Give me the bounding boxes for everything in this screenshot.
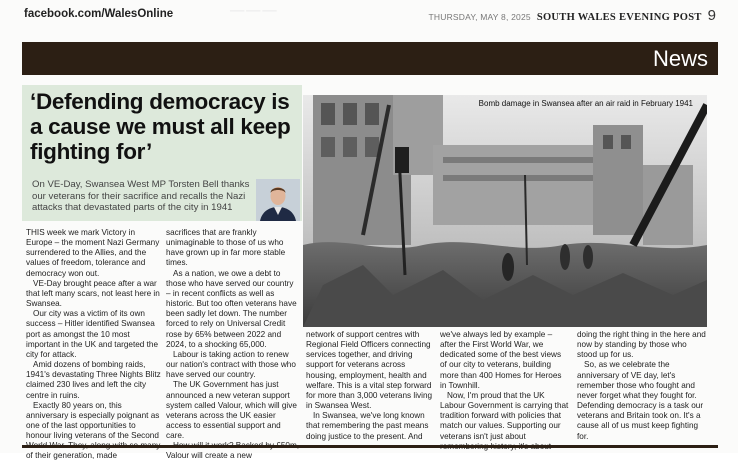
show-through-text: ───: [230, 0, 279, 22]
newspaper-name: SOUTH WALES EVENING POST: [536, 12, 702, 23]
paragraph: we've always led by example – after the First World War, we dedicated some of the best views of our city to veterans, building more than 400 Homes for Heroes in Townhill.: [440, 330, 562, 390]
folio: [429, 7, 717, 24]
bomb-damage-photo-icon: [303, 95, 707, 327]
section-bar: [22, 42, 718, 75]
standfirst: On VE-Day, Swansea West MP Torsten Bell thanks our veterans for their sacrifice and recalls the Nazi attacks that devastated parts of the city in 1941: [32, 179, 250, 214]
paragraph: doing the right thing in the here and now by standing by those who stood up for us.: [577, 330, 706, 360]
paragraph: Labour is taking action to renew our nation's contract with those who have served our country.: [166, 349, 296, 380]
paragraph: Now, I'm proud that the UK Labour Government is carrying that tradition forward with policies that match our values. Supporting our veterans isn't just about: [440, 390, 569, 441]
paragraph: THIS week we mark Victory in Europe – the moment Nazi Germany surrendered to the Allies, and the values of freedom, tolerance and democracy won out.: [26, 228, 160, 278]
author-portrait: [256, 179, 300, 221]
paragraph: As a nation, we owe a debt to those who have served our country – in recent conflicts as well as historic. But too often veterans have been sadly let down. The number forced to rely on Universal Credit rose by 65% between 2022 and 2024, to a shocking 65,000.: [166, 268, 297, 349]
paragraph: sacrifices that are frankly unimaginable to those of us who have grown up in far more stable times.: [166, 228, 286, 268]
paragraph: VE-Day brought peace after a war that left many scars, not least here in Swansea.: [26, 278, 160, 309]
paragraph: Amid dozens of bombing raids, 1941's devastating Three Nights Blitz claimed 230 lives and left the city centre in ruins.: [26, 360, 161, 400]
facebook-link[interactable]: facebook.com/WalesOnline: [24, 8, 174, 20]
page-number: 9: [707, 7, 716, 24]
paragraph: The UK Government has just announced a new veteran support system called Valour, which will give veterans across the UK easier access to essential support and care.: [166, 380, 297, 441]
headline: ‘Defending democracy is a cause we must all keep fighting for’: [30, 89, 291, 164]
section-label: News: [652, 46, 708, 71]
bomb-damage-photo: [303, 95, 707, 327]
body-column-3: [306, 330, 433, 442]
paragraph: Our city was a victim of its own success – Hitler identified Swansea port as amongst the 10 most important in the UK and targeted the city for attack.: [26, 309, 158, 359]
photo-caption: Bomb damage in Swansea after an air raid in February 1941: [478, 99, 693, 108]
paragraph: Exactly 80 years on, this anniversary is especially poignant as one of the last opportunities to honour living veterans of the Second of their generation, made: [26, 400, 160, 461]
bottom-rule: [22, 445, 718, 448]
paragraph: So, as we celebrate the anniversary of VE day, let's remember those who fought and never forget what they fought for. Defending democracy is a task our veterans and Britain took on. It's a cause all of us must keep fighting for.: [577, 360, 704, 441]
body-column-1: [26, 228, 162, 462]
body-column-4: [440, 330, 570, 452]
body-column-5: [577, 330, 706, 442]
folio-date: THURSDAY, MAY 8, 2025: [428, 12, 531, 22]
paragraph: Valour will create a new: [166, 451, 252, 461]
body-column-2: [166, 228, 300, 462]
portrait-photo-icon: [256, 179, 300, 221]
paragraph: network of support centres with Regional Field Officers connecting services together, and driving support for veterans across housing, employment, health and welfare. This is a vital step forward for more than 3,000 veterans living in Swansea West.: [306, 330, 433, 411]
headline-panel: [22, 85, 302, 221]
paragraph: In Swansea, we've long known that remembering the past means doing justice to the present. And: [306, 411, 429, 441]
